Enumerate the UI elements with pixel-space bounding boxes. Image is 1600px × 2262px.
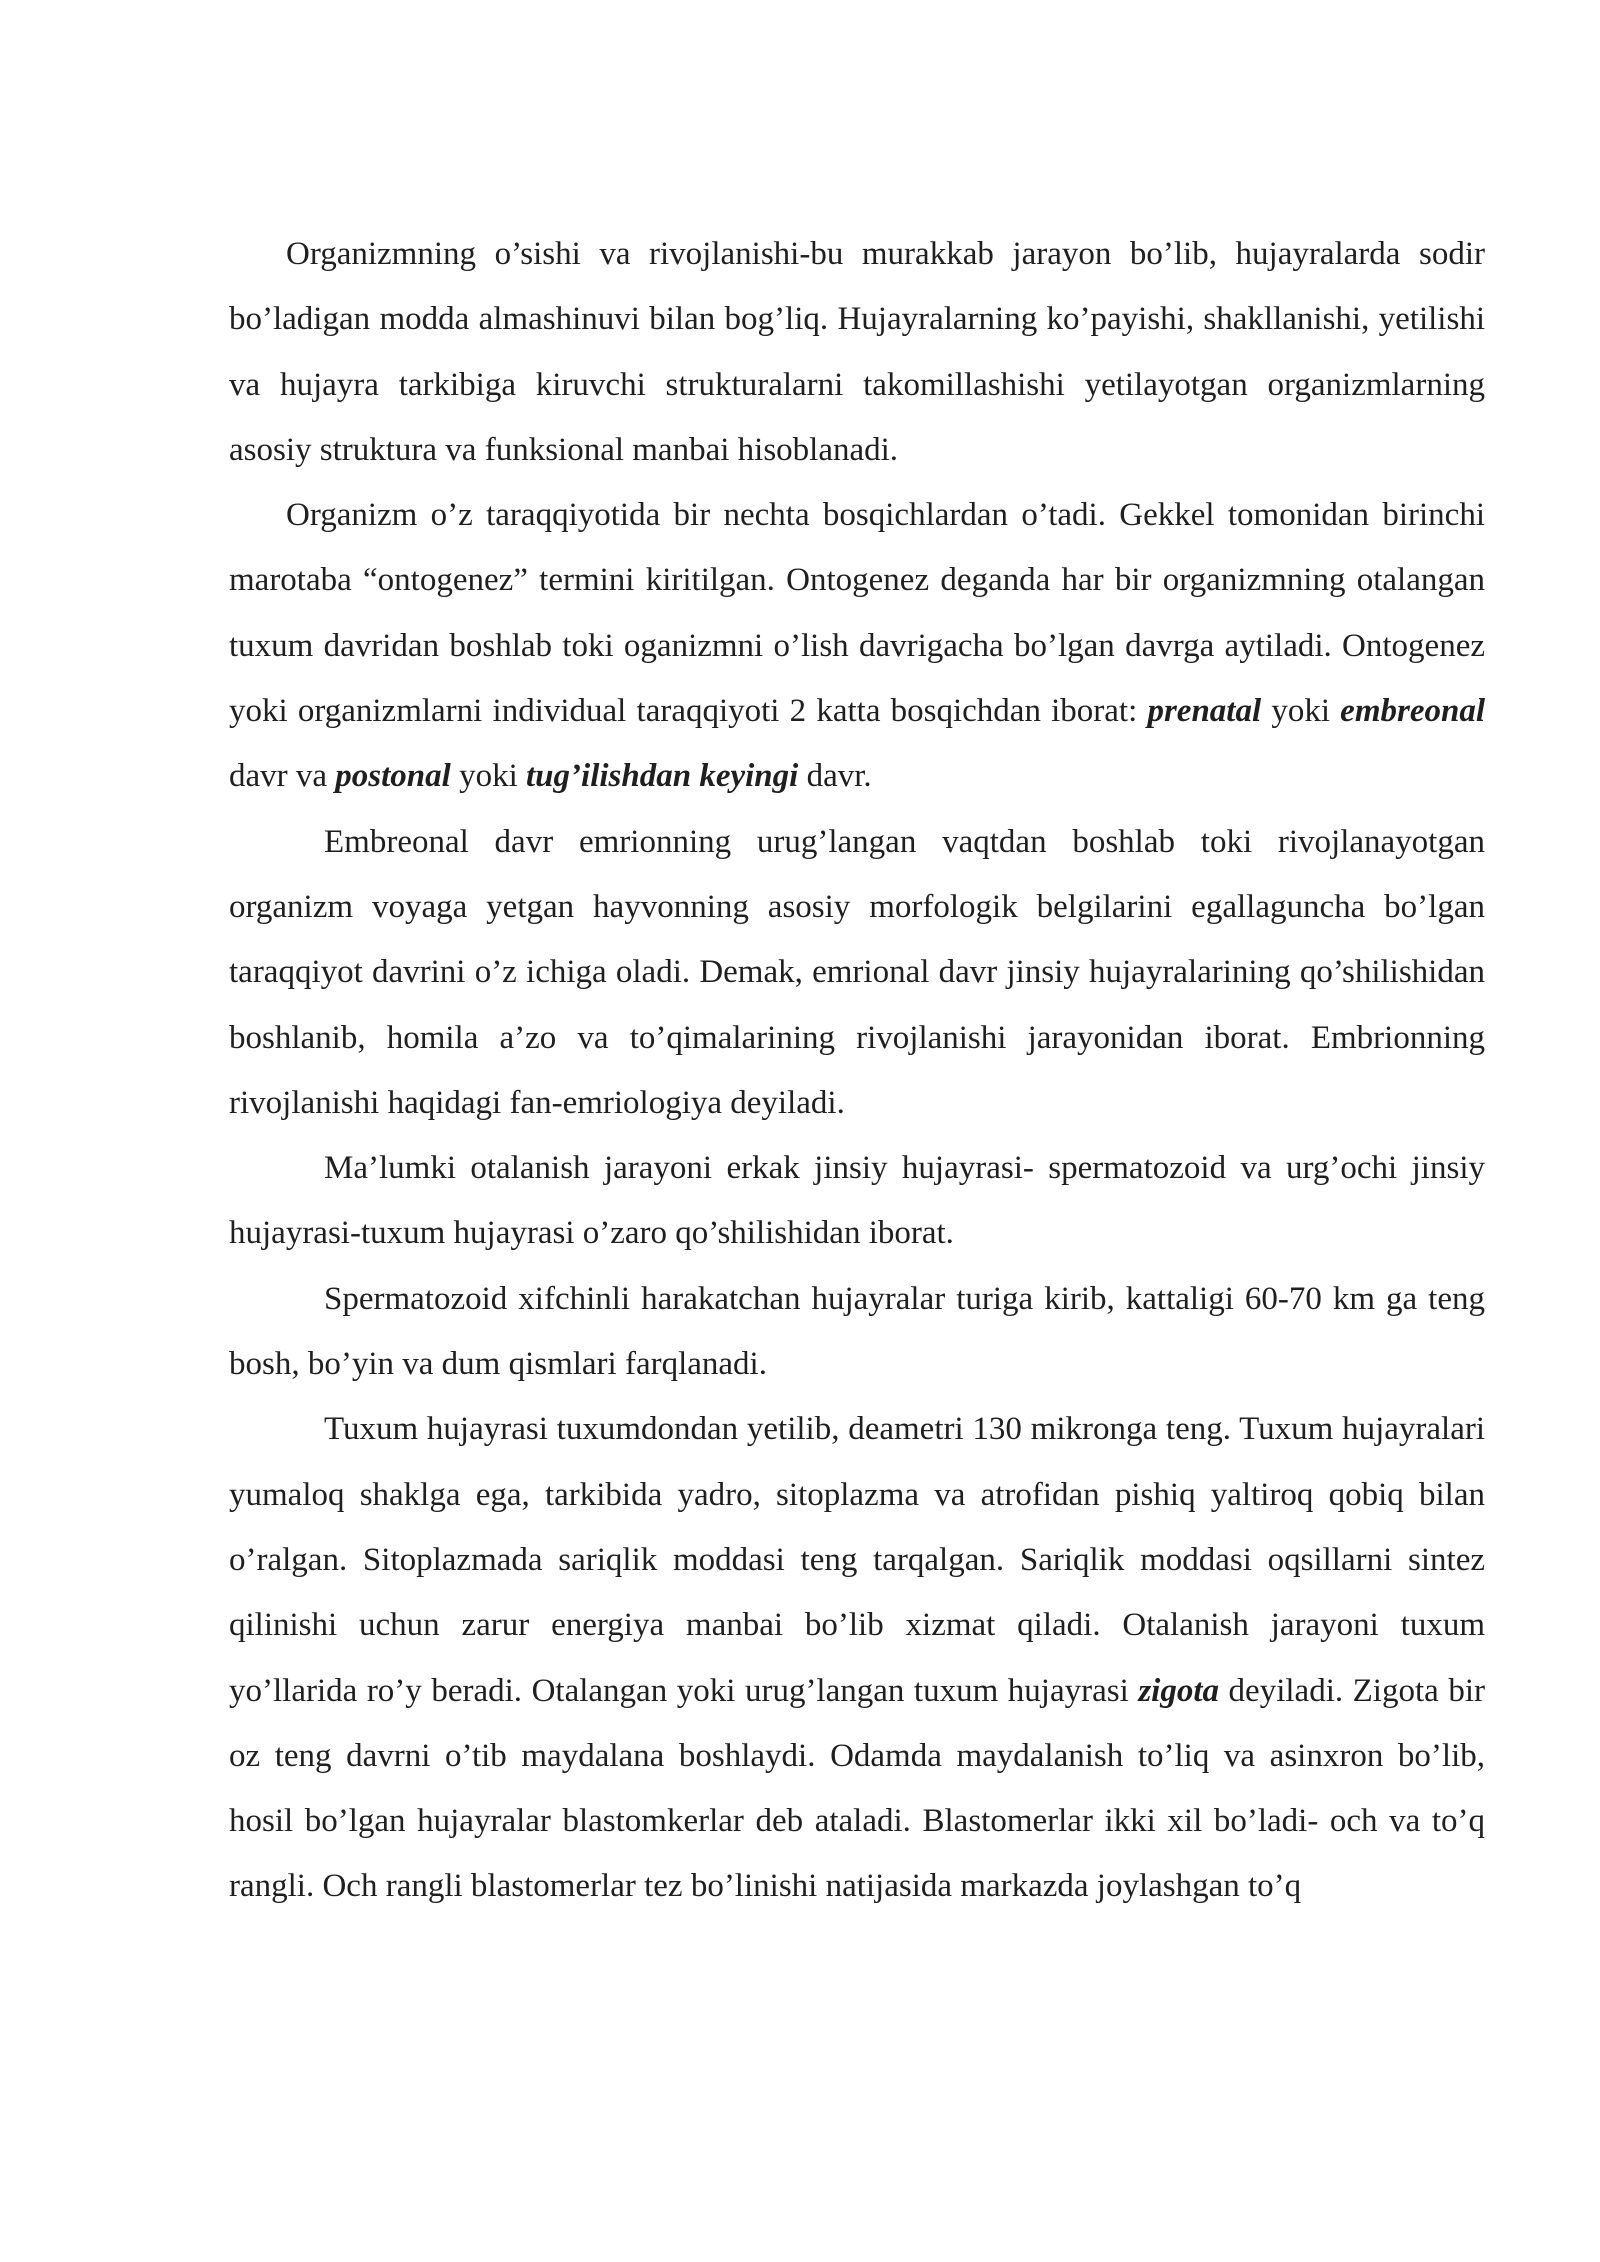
paragraph-spermatozoid — [229, 1267, 1485, 1398]
term-postnatal: tug’ilishdan keyingi — [526, 758, 799, 795]
paragraph-ontogenesis — [229, 483, 1485, 809]
paragraph-text: Organizmning o’sishi va rivojlanishi-bu murakkab jarayon bo’lib, hujayralarda sodir bo’ladigan modda almashinuvi bilan bog’liq. Hujayralarning ko’payishi, shakllanishi, yetilishi va hujayra tarkibiga kiruvchi strukturalarni takomillashishi yetilayotgan organizmlarning asosiy struktura va funksional manbai hisoblanadi. — [229, 236, 1485, 468]
paragraph-text: davr va — [229, 758, 336, 795]
term-embreonal: embreonal — [1340, 693, 1485, 730]
paragraph-text: Organizm o’z taraqqiyotida bir nechta bosqichlardan o’tadi. Gekkel tomonidan birinchi marotaba “ontogenez” termini kiritilgan. Ontogenez deganda har bir organizmning otalangan tuxum davridan boshlab toki oganizmni o’lish davrigacha bo’lgan davrga aytiladi. Ontogenez yoki organizmlarni individual taraqqiyoti 2 katta bosqichdan iborat: — [229, 497, 1485, 730]
paragraph-text: Embreonal davr emrionning urug’langan vaqtdan boshlab toki rivojlanayotgan organizm voyaga yetgan hayvonning asosiy morfologik belgilarini egallaguncha bo’lgan taraqqiyot davrini o’z ichiga oladi. Demak, emrional davr jinsiy hujayralarining qo’shilishidan boshlanib, homila a’zo va to’qimalarining rivojlanishi jarayonidan iborat. Embrionning rivojlanishi haqidagi fan-emriologiya deyiladi. — [229, 823, 1485, 1121]
paragraph-organism-growth — [229, 222, 1485, 483]
paragraph-egg-cell — [229, 1397, 1485, 1919]
paragraph-text: Spermatozoid xifchinli harakatchan hujayralar turiga kirib, kattaligi 60-70 km ga teng bosh, bo’yin va dum qismlari farqlanadi. — [229, 1280, 1485, 1383]
document-body — [229, 222, 1485, 1920]
paragraph-text: davr. — [798, 758, 872, 795]
term-zigota: zigota — [1138, 1672, 1220, 1709]
paragraph-fertilization — [229, 1136, 1485, 1267]
paragraph-text: Tuxum hujayrasi tuxumdondan yetilib, deametri 130 mikronga teng. Tuxum hujayralari yumaloq shaklga ega, tarkibida yadro, sitoplazma va atrofidan pishiq yaltiroq qobiq bilan o’ralgan. Sitoplazmada sariqlik moddasi teng tarqalgan. Sariqlik moddasi oqsillarni sintez qilinishi uchun zarur energiya manbai bo’lib xizmat qiladi. Otalanish jarayoni tuxum yo’llarida ro’y beradi. Otalangan yoki urug’langan tuxum hujayrasi — [229, 1411, 1485, 1709]
paragraph-text: yoki — [1261, 693, 1341, 730]
term-prenatal: prenatal — [1147, 693, 1262, 730]
paragraph-text: Ma’lumki otalanish jarayoni erkak jinsiy hujayrasi- spermatozoid va urg’ochi jinsiy hujayrasi-tuxum hujayrasi o’zaro qo’shilishidan iborat. — [229, 1150, 1485, 1252]
paragraph-embryonic-period — [229, 810, 1485, 1136]
paragraph-text: yoki — [450, 758, 527, 795]
paragraph-text: deyiladi. Zigota bir oz teng davrni o’tib maydalana boshlaydi. Odamda maydalanish to’liq va asinxron bo’lib, hosil bo’lgan hujayralar blastomkerlar deb ataladi. Blastomerlar ikki xil bo’ladi- och va to’q rangli. Och rangli blastomerlar tez bo’linishi natijasida markazda joylashgan to’q — [229, 1672, 1485, 1905]
term-postonal: postonal — [335, 758, 451, 795]
